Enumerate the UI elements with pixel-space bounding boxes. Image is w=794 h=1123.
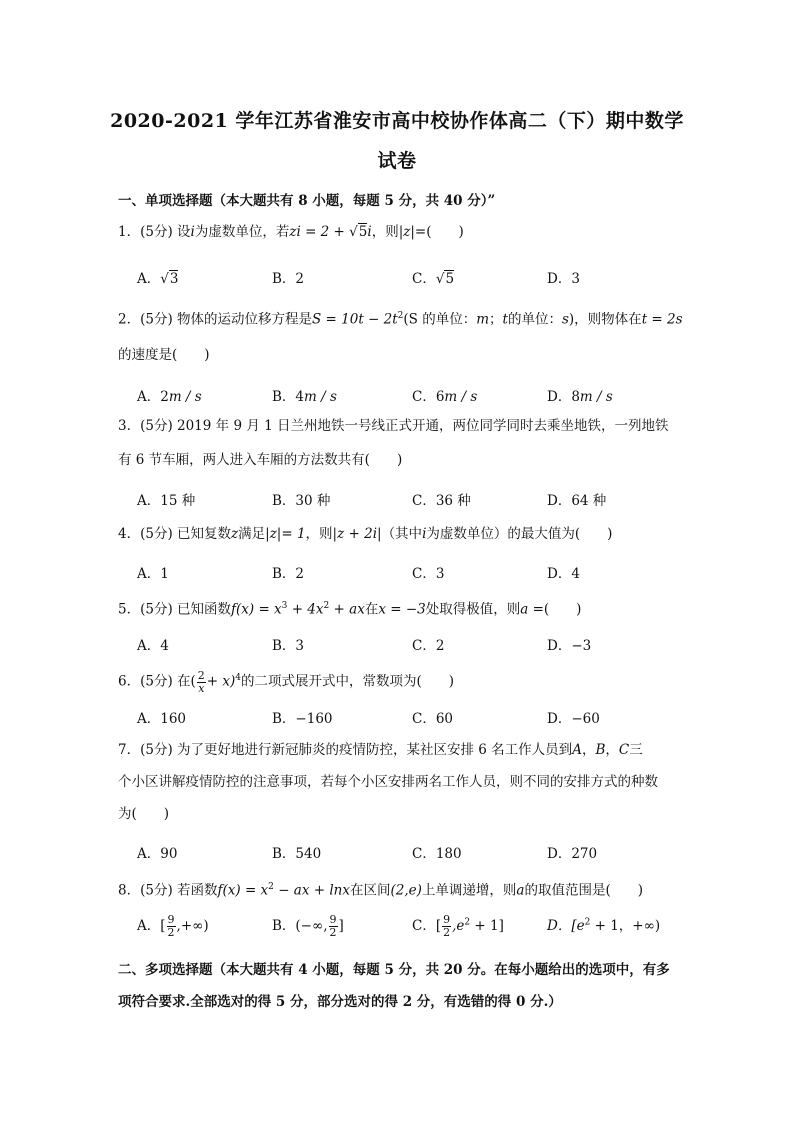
q2-option-c[interactable]: C．6m / s xyxy=(412,389,478,405)
q1-text: 为虚数单位，若 xyxy=(194,224,290,240)
q6-option-d[interactable]: D．−60 xyxy=(547,711,600,727)
q1-option-a[interactable]: A．√3 xyxy=(137,271,179,287)
question-3-line2: 有 6 节车厢，两人进入车厢的方法数共有( ) xyxy=(118,452,403,468)
q3-option-c[interactable]: C．36 种 xyxy=(412,493,471,509)
q1-prefix: 1．(5分) 设 xyxy=(118,224,191,240)
question-7-line3: 为( ) xyxy=(118,806,170,822)
q5-option-a[interactable]: A．4 xyxy=(137,638,169,654)
q6-option-a[interactable]: A．160 xyxy=(137,711,187,727)
q7-option-c[interactable]: C．180 xyxy=(412,846,462,862)
question-7-line2: 个小区讲解疫情防控的注意事项，若每个小区安排两名工作人员，则不同的安排方式的种数 xyxy=(118,774,658,790)
q6-option-b[interactable]: B．−160 xyxy=(272,711,333,727)
q5-option-c[interactable]: C．2 xyxy=(412,638,445,654)
question-1: 1．(5分) 设i为虚数单位，若zi = 2 + √5i，则|z|=( ) xyxy=(118,224,464,240)
q8-option-a[interactable]: A．[ $\frac{9}{2}$ ,+∞) xyxy=(137,913,209,939)
section-2-heading-line2: 项符合要求.全部选对的得 5 分，部分选对的得 2 分，有选错的得 0 分.） xyxy=(118,994,562,1010)
page-title-line2: 试卷 xyxy=(377,150,417,172)
q1-text2: ，则 xyxy=(371,224,399,240)
q3-option-b[interactable]: B．30 种 xyxy=(272,493,331,509)
q3-option-d[interactable]: D．64 种 xyxy=(547,493,607,509)
q8-option-b[interactable]: B．(−∞, $\frac{9}{2}$ ] xyxy=(272,913,344,939)
q4-option-b[interactable]: B．2 xyxy=(272,566,305,582)
q3-option-a[interactable]: A．15 种 xyxy=(137,493,196,509)
question-3: 3．(5分) 2019 年 9 月 1 日兰州地铁一号线正式开通，两位同学同时去乘坐地铁，一列地铁 xyxy=(118,418,669,434)
q2-option-b[interactable]: B．4m / s xyxy=(272,389,337,405)
question-5: 5．(5分) 已知函数$f(x) = x^3 + 4x^2$ + ax在x = −3处取得极值，则a =( ) xyxy=(118,601,582,618)
q4-option-c[interactable]: C．3 xyxy=(412,566,445,582)
q1-option-b[interactable]: B．2 xyxy=(272,271,305,287)
q1-sqrt: 5 xyxy=(358,224,368,240)
q5-option-d[interactable]: D．−3 xyxy=(547,638,592,654)
q4-option-d[interactable]: D．4 xyxy=(547,566,580,582)
q1-eq-tail: i xyxy=(367,224,372,240)
q8-option-d[interactable]: D．[$e^2 + 1$，+∞) xyxy=(547,917,661,934)
question-2-line2: 的速度是( ) xyxy=(118,347,210,363)
q7-option-d[interactable]: D．270 xyxy=(547,846,598,862)
q1-eq: zi = 2 + xyxy=(289,224,345,240)
q2-option-d[interactable]: D．8m / s xyxy=(547,389,613,405)
q4-option-a[interactable]: A．1 xyxy=(137,566,169,582)
q7-option-a[interactable]: A．90 xyxy=(137,846,178,862)
q1-option-d[interactable]: D．3 xyxy=(547,271,580,287)
q1-abs: |z|= xyxy=(398,224,427,240)
q1-i: i xyxy=(190,224,195,240)
q2-option-a[interactable]: A．2m / s xyxy=(137,389,202,405)
question-8: 8．(5分) 若函数$f(x) = x^2$ − ax + lnx在区间(2,e)上单调递增，则a的取值范围是( ) xyxy=(118,882,643,899)
page-title: 2020-2021 学年江苏省淮安市高中校协作体高二（下）期中数学 xyxy=(110,110,684,132)
question-7: 7．(5分) 为了更好地进行新冠肺炎的疫情防控，某社区安排 6 名工作人员到A，B，C三 xyxy=(118,742,643,758)
section-2-heading: 二、多项选择题（本大题共有 4 小题，每题 5 分，共 20 分。在每小题给出的选项中，有多 xyxy=(118,962,670,978)
q6-fraction: $\frac{2}{x}$ xyxy=(197,668,205,695)
section-1-heading: 一、单项选择题（本大题共有 8 小题，每题 5 分，共 40 分）” xyxy=(118,193,496,209)
q5-option-b[interactable]: B．3 xyxy=(272,638,305,654)
q1-blank: ( ) xyxy=(426,224,464,240)
q8-option-c[interactable]: C．[ $\frac{9}{2}$ $,e^2 + 1$] xyxy=(412,913,504,939)
q7-option-b[interactable]: B．540 xyxy=(272,846,322,862)
q1-option-c[interactable]: C．√5 xyxy=(412,271,455,287)
question-2: 2．(5分) 物体的运动位移方程是$S = 10t - 2t^2(S$ 的单位：m；t的单位：s)，则物体在t = 2s xyxy=(118,311,683,328)
question-4: 4．(5分) 已知复数z满足|z|= 1，则|z + 2i|（其中i为虚数单位）的最大值为( ) xyxy=(118,526,613,542)
question-6: 6．(5分) 在( $\frac{2}{x}$ + x)$^4$的二项式展开式中，常数项为( ) xyxy=(118,668,455,695)
q6-option-c[interactable]: C．60 xyxy=(412,711,454,727)
